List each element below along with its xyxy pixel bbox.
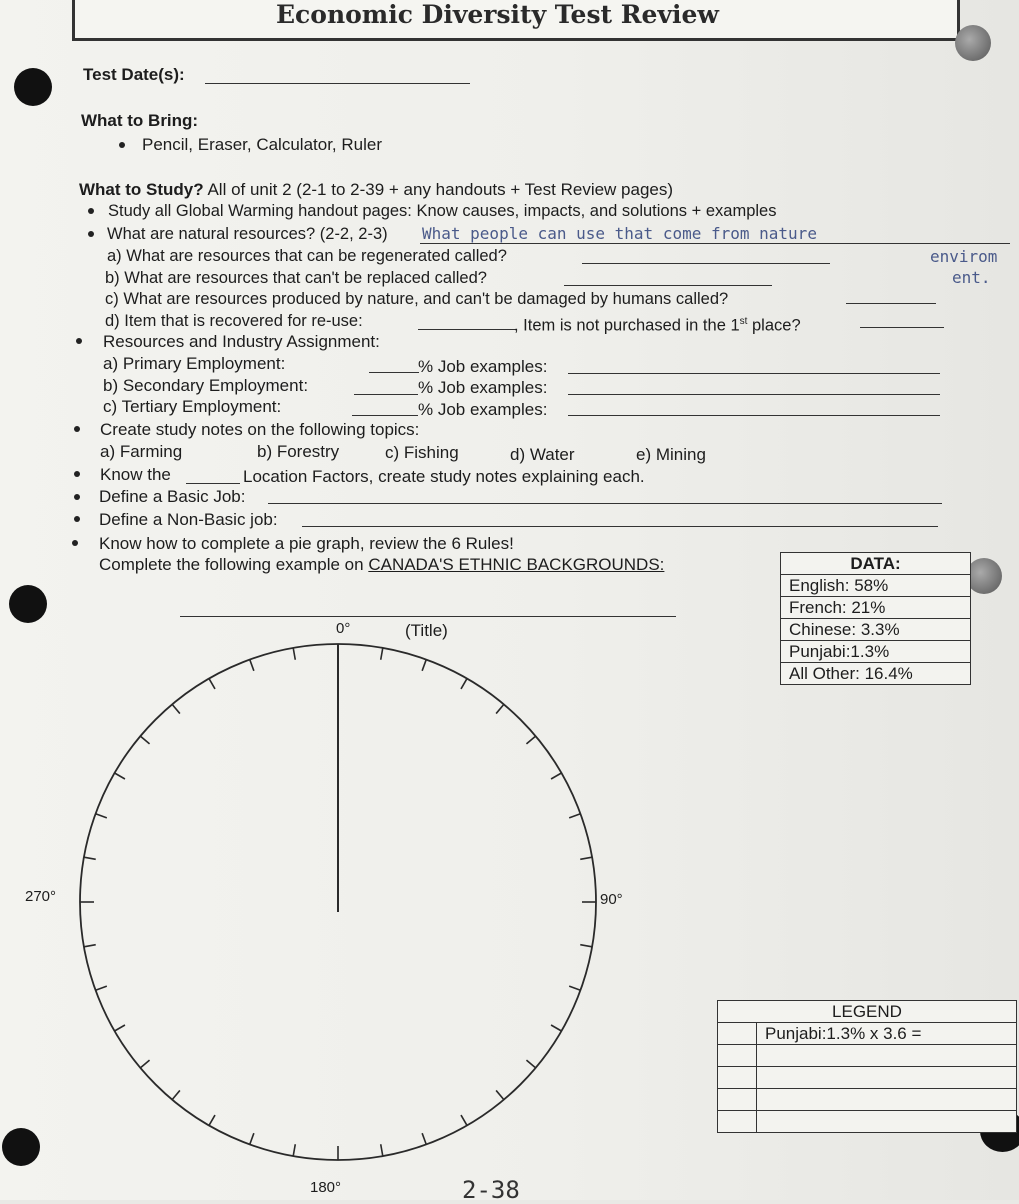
location-factors-end: Location Factors, create study notes explaining each. <box>243 467 645 486</box>
tick-mark <box>250 660 254 671</box>
label-180-degrees: 180° <box>310 1179 342 1196</box>
legend-row-3 <box>757 1067 1017 1089</box>
tick-mark <box>422 1133 426 1144</box>
legend-swatch-1 <box>718 1023 757 1045</box>
legend-heading: LEGEND <box>718 1001 1017 1023</box>
tick-mark <box>115 773 125 779</box>
resources-industry-item: Resources and Industry Assignment: <box>103 332 380 351</box>
global-warming-item: Study all Global Warming handout pages: Know causes, impacts, and solutions + examples <box>108 202 777 220</box>
topic-fishing: c) Fishing <box>385 443 459 462</box>
location-factors-start: Know the <box>100 465 171 484</box>
question-b: b) What are resources that can't be replaced called? <box>105 269 487 287</box>
tick-mark <box>84 857 96 859</box>
employment-tertiary: c) Tertiary Employment: <box>103 397 282 416</box>
bring-heading: What to Bring: <box>81 111 199 130</box>
define-non-basic-job: Define a Non-Basic job: <box>99 510 278 529</box>
topic-forestry: b) Forestry <box>257 442 340 461</box>
tick-mark <box>381 1144 383 1156</box>
tick-mark <box>96 986 107 990</box>
data-row-chinese: Chinese: 3.3% <box>781 619 971 641</box>
natural-resources-question: What are natural resources? (2-2, 2-3) <box>107 225 388 243</box>
legend-row-4 <box>757 1089 1017 1111</box>
employment-primary: a) Primary Employment: <box>103 354 286 373</box>
legend-swatch-2 <box>718 1045 757 1067</box>
instruction-text: Complete the following example on <box>99 555 369 574</box>
qd2-end: place? <box>747 316 801 335</box>
tick-mark <box>209 1115 215 1125</box>
tick-mark <box>526 1060 535 1068</box>
topic-mining: e) Mining <box>636 445 706 464</box>
tick-mark <box>551 773 561 779</box>
data-table <box>780 552 971 685</box>
tick-mark <box>551 1025 561 1031</box>
topic-water: d) Water <box>510 445 575 464</box>
handwritten-answer-continued: envirom <box>930 247 998 266</box>
tick-mark <box>96 814 107 818</box>
qd2-sup: st <box>739 316 748 327</box>
tick-mark <box>172 1090 180 1099</box>
tick-mark <box>569 986 580 990</box>
tick-mark <box>422 660 426 671</box>
question-a: a) What are resources that can be regenerated called? <box>107 247 507 265</box>
data-row-other: All Other: 16.4% <box>781 663 971 685</box>
tick-mark <box>115 1025 125 1031</box>
instruction-topic: CANADA'S ETHNIC BACKGROUNDS: <box>368 555 665 574</box>
question-c: c) What are resources produced by nature, and can't be damaged by humans called? <box>105 290 729 308</box>
legend-swatch-5 <box>718 1111 757 1133</box>
pie-graph-item: Know how to complete a pie graph, review the 6 Rules! <box>99 534 514 553</box>
legend-swatch-4 <box>718 1089 757 1111</box>
topic-farming: a) Farming <box>100 442 183 461</box>
tick-mark <box>526 736 535 744</box>
tick-mark <box>140 736 149 744</box>
data-row-english: English: 58% <box>781 575 971 597</box>
legend-table <box>717 1000 1017 1133</box>
page-title: Economic Diversity Test Review <box>276 0 719 29</box>
employment-secondary: b) Secondary Employment: <box>103 376 309 395</box>
data-row-punjabi: Punjabi:1.3% <box>781 641 971 663</box>
define-basic-job: Define a Basic Job: <box>99 487 246 506</box>
tick-mark <box>580 857 592 859</box>
label-0-degrees: 0° <box>336 620 351 637</box>
tick-mark <box>172 704 180 713</box>
tick-mark <box>496 1090 504 1099</box>
pie-title-placeholder: (Title) <box>405 621 448 640</box>
legend-row-2 <box>757 1045 1017 1067</box>
data-heading: DATA: <box>781 553 971 575</box>
tick-mark <box>496 704 504 713</box>
label-90-degrees: 90° <box>600 891 623 908</box>
tick-mark <box>461 679 467 689</box>
tertiary-job-examples: % Job examples: <box>418 400 548 419</box>
tick-mark <box>84 945 96 947</box>
tick-mark <box>569 814 580 818</box>
tick-mark <box>293 648 295 660</box>
tick-mark <box>381 648 383 660</box>
bring-items: Pencil, Eraser, Calculator, Ruler <box>142 135 382 154</box>
study-notes-item: Create study notes on the following topics: <box>100 420 420 439</box>
tick-mark <box>461 1115 467 1125</box>
legend-row-5 <box>757 1111 1017 1133</box>
study-heading-rest: All of unit 2 (2-1 to 2-39 + any handouts + Test Review pages) <box>207 180 674 199</box>
handwritten-answer-end: ent. <box>952 268 991 287</box>
qd2-text: , Item is not purchased in the 1 <box>514 316 740 335</box>
tick-mark <box>293 1144 295 1156</box>
tick-mark <box>140 1060 149 1068</box>
tick-mark <box>250 1133 254 1144</box>
handwritten-answer-natural-resources: What people can use that come from nature <box>422 224 817 243</box>
test-dates-label: Test Date(s): <box>83 65 185 84</box>
tick-mark <box>580 945 592 947</box>
page-number: 2-38 <box>462 1176 520 1204</box>
primary-job-examples: % Job examples: <box>418 357 548 376</box>
secondary-job-examples: % Job examples: <box>418 378 548 397</box>
legend-row-1: Punjabi:1.3% x 3.6 = <box>757 1023 1017 1045</box>
question-d-recovered: d) Item that is recovered for re-use: <box>105 312 363 330</box>
legend-swatch-3 <box>718 1067 757 1089</box>
tick-mark <box>209 679 215 689</box>
data-row-french: French: 21% <box>781 597 971 619</box>
label-270-degrees: 270° <box>25 888 57 905</box>
study-heading-bold: What to Study? <box>79 180 204 199</box>
